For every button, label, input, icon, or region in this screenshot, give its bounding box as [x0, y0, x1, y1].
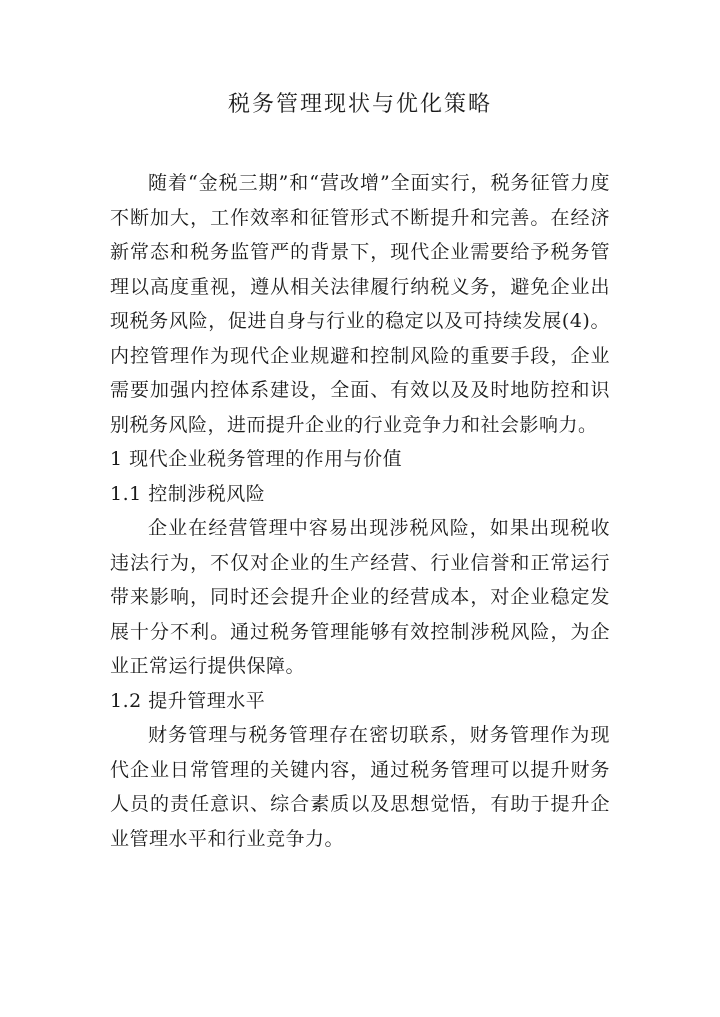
section-1-2-paragraph: 财务管理与税务管理存在密切联系，财务管理作为现代企业日常管理的关键内容，通过税务管理可以提升财务人员的责任意识、综合素质以及思想觉悟，有助于提升企业管理水平和行业竞争力。 — [110, 724, 610, 850]
intro-paragraph: 随着“金税三期”和“营改增”全面实行，税务征管力度不断加大，工作效率和征管形式不断提升和完善。在经济新常态和税务监管严的背景下，现代企业需要给予税务管理以高度重视，遵从相关法律履行纳税义务，避免企业出现税务风险，促进自身与行业的稳定以及可持续发展(4)。内控管理作为现代企业规避和控制风险的重要手段，企业需要加强内控体系建设，全面、有效以及及时地防控和识别税务风险，进而提升企业的行业竞争力和社会影响力。 — [110, 172, 610, 436]
document-title: 税务管理现状与优化策略 — [227, 92, 492, 117]
section-1-heading: 1 现代企业税务管理的作用与价值 — [110, 448, 403, 470]
section-1-1-paragraph: 企业在经营管理中容易出现涉税风险，如果出现税收违法行为，不仅对企业的生产经营、行业信誉和正常运行带来影响，同时还会提升企业的经营成本，对企业稳定发展十分不利。通过税务管理能够有效控制涉税风险，为企业正常运行提供保障。 — [110, 517, 610, 677]
section-1-2-heading: 1.2 提升管理水平 — [110, 689, 266, 712]
section-1-1-heading: 1.1 控制涉税风险 — [110, 482, 266, 505]
